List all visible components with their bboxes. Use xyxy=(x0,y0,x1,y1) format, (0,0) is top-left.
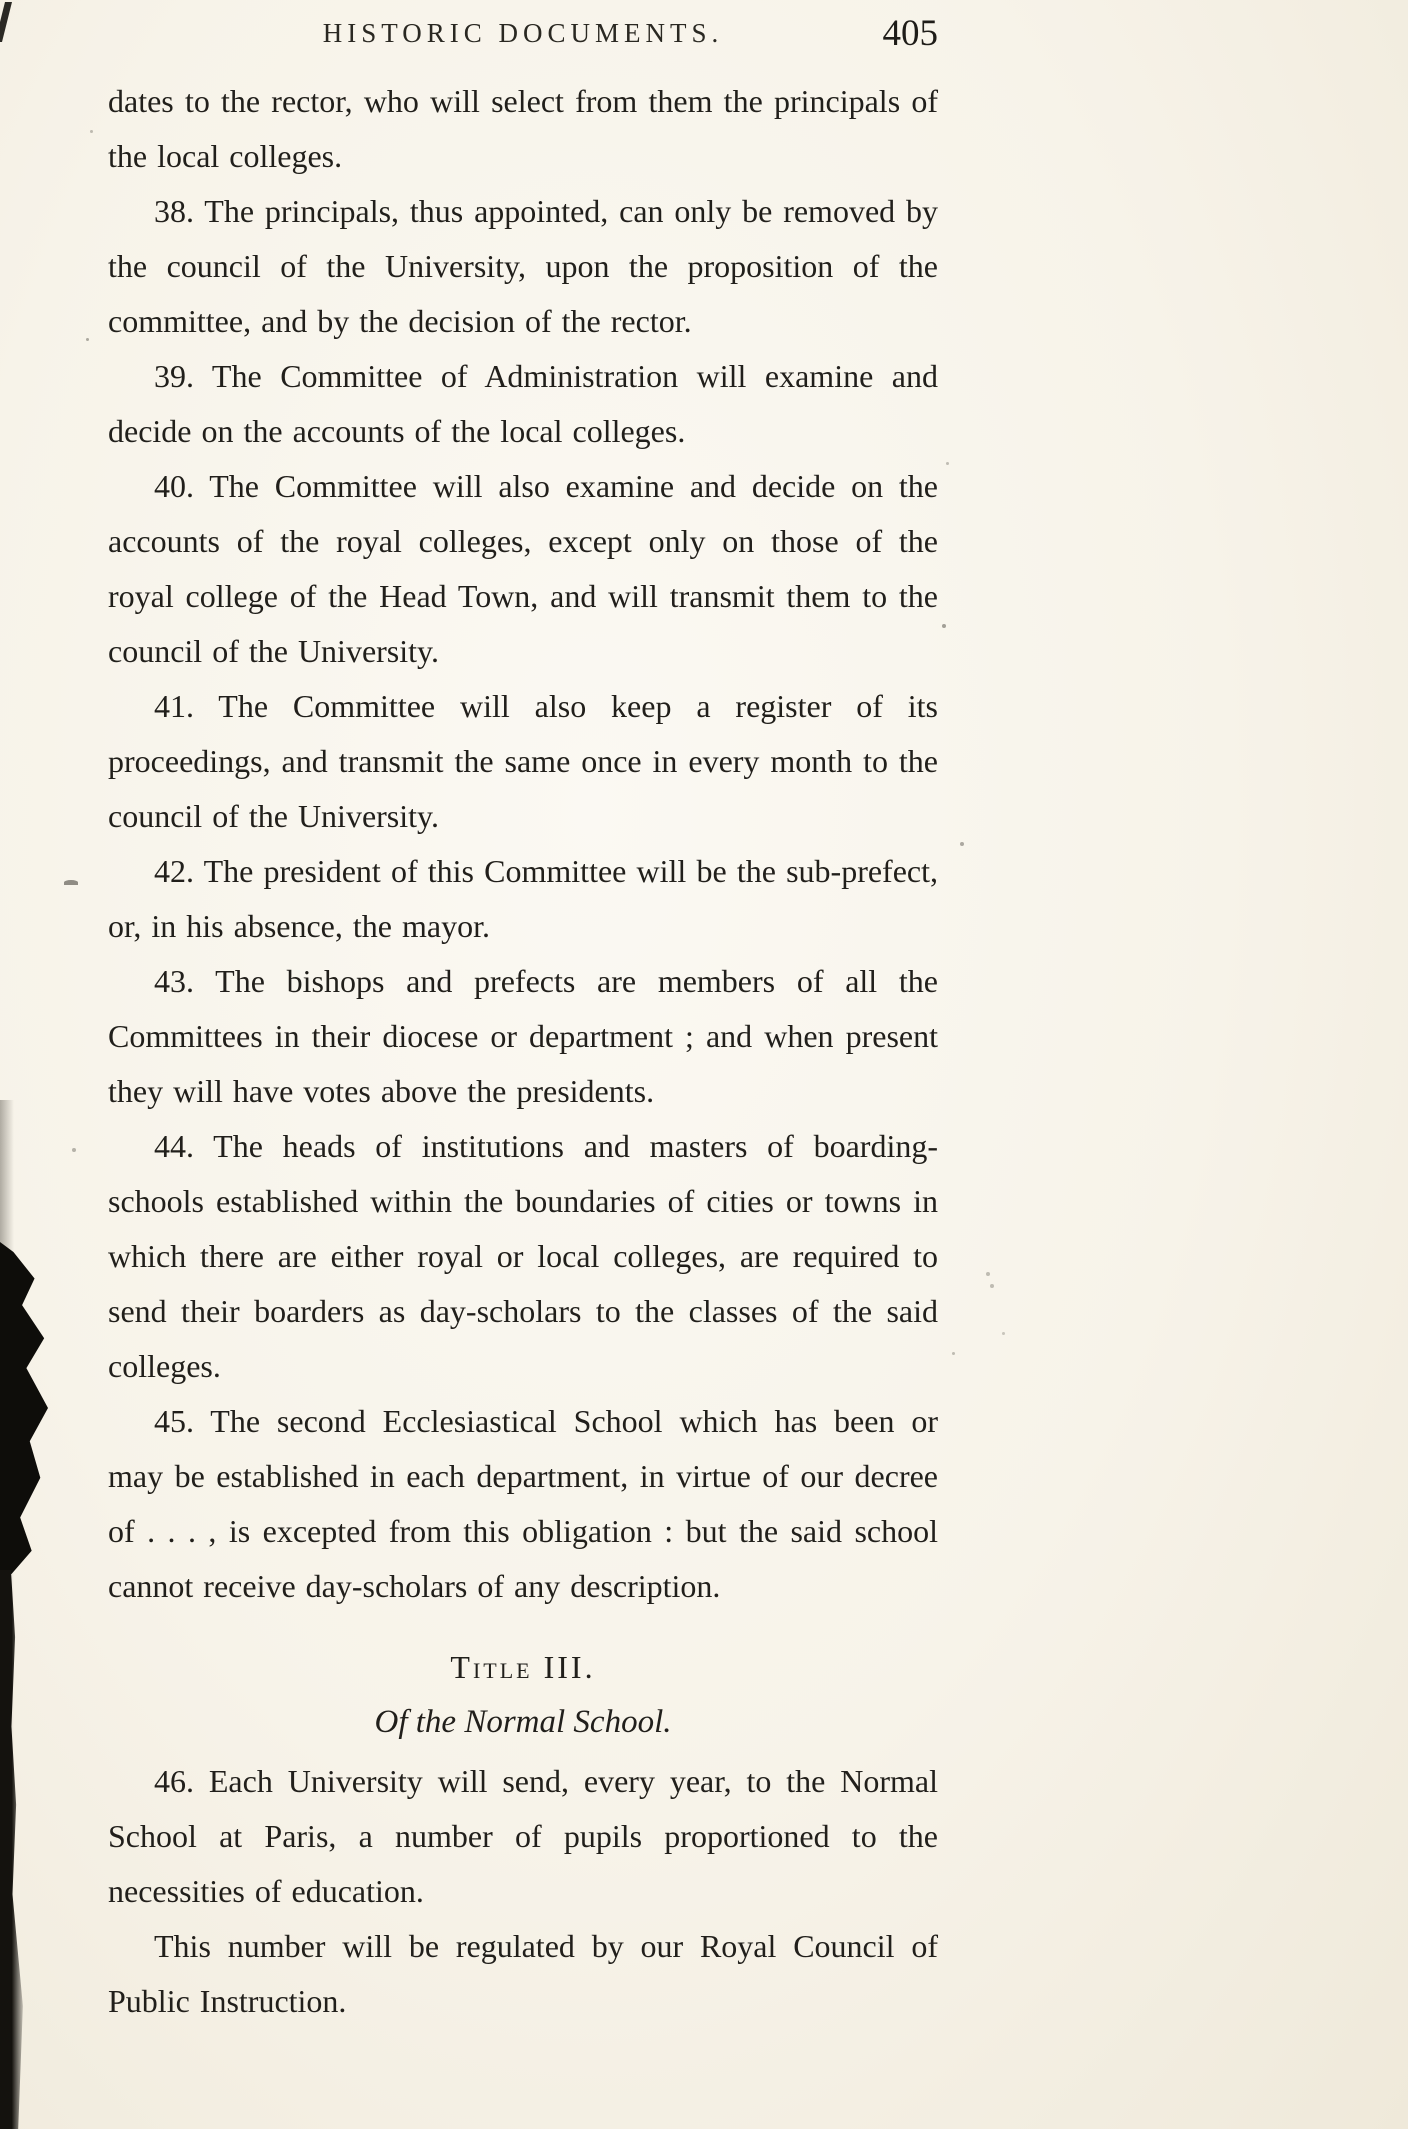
scan-mark-top-left xyxy=(0,2,12,42)
scan-speck xyxy=(986,1272,990,1276)
paragraph-article-46: 46. Each University will send, every year, to the Normal School at Paris, a number of pupils proportioned to the necessities of education. xyxy=(108,1763,938,1909)
paragraph-article-45: 45. The second Ecclesiastical School which has been or may be established in each department, in virtue of our decree of . . . , is excepted from this obligation : but the said school cannot receive day-scholars of any description. xyxy=(108,1403,938,1604)
scan-speck xyxy=(946,462,949,465)
scan-speck xyxy=(990,1284,994,1288)
scan-speck xyxy=(72,1148,76,1152)
scan-edge-strip xyxy=(0,1570,26,2129)
paragraph-article-44: 44. The heads of institutions and masters of boarding-schools established within the boundaries of cities or towns in which there are either royal or local colleges, are required to send their boarders as day-scholars to the classes of the said colleges. xyxy=(108,1128,938,1384)
paragraph-article-42: 42. The president of this Committee will be the sub-prefect, or, in his absence, the mayor. xyxy=(108,853,938,944)
paragraph-article-40: 40. The Committee will also examine and decide on the accounts of the royal colleges, except only on those of the royal college of the Head Town, and will transmit them to the council of the University. xyxy=(108,468,938,669)
scan-speck xyxy=(960,842,964,846)
paragraph-article-38: 38. The principals, thus appointed, can only be removed by the council of the University, upon the proposition of the committee, and by the decision of the rector. xyxy=(108,193,938,339)
running-head-title: HISTORIC DOCUMENTS. xyxy=(322,18,724,48)
section-heading-title-iii: Title III. xyxy=(450,1649,596,1685)
body-text-block xyxy=(108,74,938,2029)
section-subtitle-normal-school: Of the Normal School. xyxy=(374,1704,672,1740)
paragraph-article-41: 41. The Committee will also keep a register of its proceedings, and transmit the same once in every month to the council of the University. xyxy=(108,688,938,834)
paragraph-article-39: 39. The Committee of Administration will examine and decide on the accounts of the local colleges. xyxy=(108,358,938,449)
scan-speck xyxy=(64,880,78,885)
paragraph-closing: This number will be regulated by our Royal Council of Public Instruction. xyxy=(108,1928,938,2019)
page-number: 405 xyxy=(882,13,938,54)
paragraph-continuation: dates to the rector, who will select from them the principals of the local colleges. xyxy=(108,83,938,174)
scan-speck xyxy=(1002,1332,1005,1335)
paragraph-article-43: 43. The bishops and prefects are members of all the Committees in their diocese or department ; and when present they will have votes above the presidents. xyxy=(108,963,938,1109)
scan-speck xyxy=(942,624,946,628)
scan-speck xyxy=(90,130,93,133)
scan-edge-shadow xyxy=(0,1100,14,2129)
scan-speck xyxy=(952,1352,955,1355)
scan-speck xyxy=(86,338,89,341)
scan-ink-blob xyxy=(0,1242,48,1574)
running-head xyxy=(108,12,938,62)
